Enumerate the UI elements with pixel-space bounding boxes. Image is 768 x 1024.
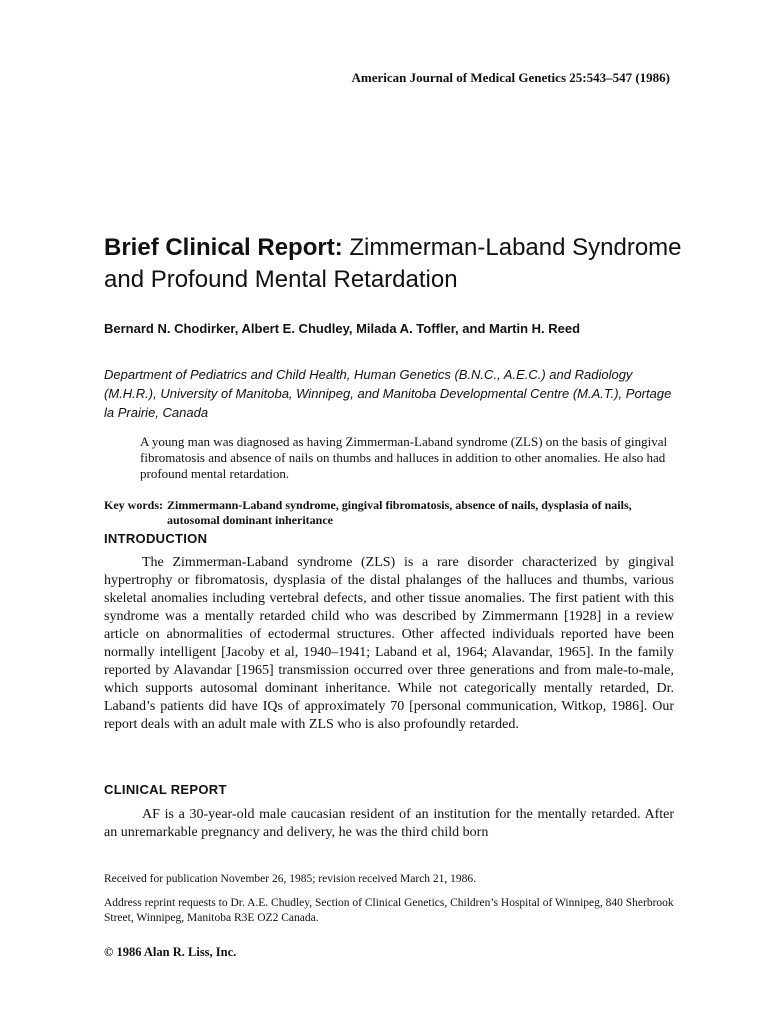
keywords-text: Zimmermann-Laband syndrome, gingival fibromatosis, absence of nails, dysplasia of nails, autosomal dominant inheritance bbox=[167, 498, 632, 527]
keywords-label: Key words: bbox=[104, 498, 163, 512]
keywords bbox=[104, 498, 684, 528]
reprint-request-note: Address reprint requests to Dr. A.E. Chudley, Section of Clinical Genetics, Children’s Hospital of Winnipeg, 840 Sherbrook Street, Winnipeg, Manitoba R3E OZ2 Canada. bbox=[104, 897, 674, 924]
introduction-body bbox=[104, 554, 674, 734]
introduction-heading: INTRODUCTION bbox=[104, 531, 208, 546]
clinical-report-paragraph: AF is a 30-year-old male caucasian resident of an institution for the mentally retarded. After an unremarkable pregnancy and delivery, he was the third child born bbox=[104, 807, 674, 840]
clinical-report-heading: CLINICAL REPORT bbox=[104, 782, 227, 797]
footnotes bbox=[104, 872, 682, 935]
clinical-report-body bbox=[104, 806, 674, 842]
article-title-prefix: Brief Clinical Report: bbox=[104, 234, 343, 261]
journal-citation: American Journal of Medical Genetics 25:543–547 (1986) bbox=[351, 70, 670, 85]
introduction-paragraph: The Zimmerman-Laband syndrome (ZLS) is a rare disorder characterized by gingival hypertrophy or fibromatosis, dysplasia of the distal phalanges of the halluces and thumbs, various skeletal anomalies including vertebral defects, and other tissue anomalies. The first patient with this syndrome was a mentally retarded child who was described by Zimmermann [1928] in a review article on abnormalities of ectodermal structures. Other affected individuals reported have been normally intelligent [Jacoby et al, 1940–1941; Laband et al, 1964; Alavandar, 1965]. In the family reported by Alavandar [1965] transmission occurred over three generations and from male-to-male, which supports autosomal dominant inheritance. While not categorically mentally retarded, Dr. Laband’s patients did have IQs of approximately 70 [personal communication, Witkop, 1986]. Our report deals with an adult male with ZLS who is also profoundly retarded. bbox=[104, 555, 674, 732]
received-date-note: Received for publication November 26, 1985; revision received March 21, 1986. bbox=[104, 873, 477, 885]
author-affiliation: Department of Pediatrics and Child Health, Human Genetics (B.N.C., A.E.C.) and Radiology (M.H.R.), University of Manitoba, Winnipeg, and Manitoba Developmental Centre (M.A.T.), Portage la Prairie, Canada bbox=[104, 367, 672, 420]
article-title bbox=[104, 232, 704, 296]
copyright-notice: © 1986 Alan R. Liss, Inc. bbox=[104, 945, 237, 959]
abstract: A young man was diagnosed as having Zimmerman-Laband syndrome (ZLS) on the basis of gingival fibromatosis and absence of nails on thumbs and halluces in addition to other anomalies. He also had profound mental retardation. bbox=[140, 434, 668, 481]
article-title-main: Zimmerman-Laband Syndrome and Profound Mental Retardation bbox=[104, 234, 682, 293]
author-list: Bernard N. Chodirker, Albert E. Chudley, Milada A. Toffler, and Martin H. Reed bbox=[104, 321, 581, 336]
